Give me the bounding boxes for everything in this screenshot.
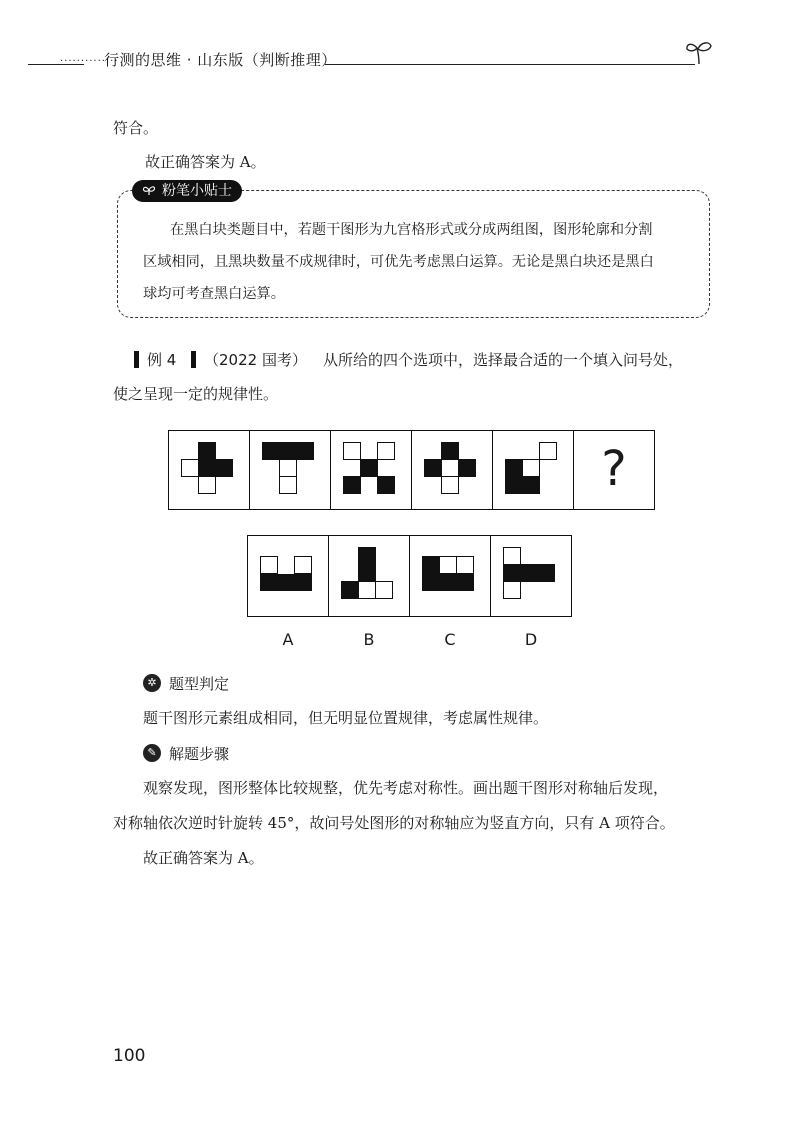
- square-white: [503, 581, 521, 599]
- square-white: [279, 476, 297, 494]
- text-line: 符合。: [113, 119, 159, 137]
- text-line: 对称轴依次逆时针旋转 45°，故问号处图形的对称轴应为竖直方向，只有 A 项符合。: [113, 814, 675, 832]
- square-black: [358, 547, 376, 582]
- tip-line: 球均可考查黑白运算。: [143, 286, 285, 302]
- text-line: 观察发现，图形整体比较规整，优先考虑对称性。画出题干图形对称轴后发现，: [143, 779, 669, 797]
- square-white: [456, 556, 474, 574]
- example-marker-right: [191, 351, 196, 368]
- square-black: [343, 476, 361, 494]
- question-figure-4: [411, 430, 493, 510]
- square-black: [377, 476, 395, 494]
- square-white: [441, 459, 459, 477]
- square-white: [294, 556, 312, 574]
- question-figure-5: [492, 430, 574, 510]
- example-source: （2022 国考）: [204, 351, 307, 369]
- square-black: [215, 459, 233, 477]
- square-black: [279, 442, 297, 460]
- square-black: [503, 564, 555, 582]
- tip-badge: [132, 180, 242, 202]
- square-black: [439, 573, 474, 591]
- square-white: [181, 459, 199, 477]
- square-white: [358, 581, 376, 599]
- square-white: [279, 459, 297, 477]
- question-figure-1: [168, 430, 250, 510]
- text-line: 故正确答案为 A。: [145, 153, 266, 171]
- question-figure-3: [330, 430, 412, 510]
- text-line: 题干图形元素组成相同，但无明显位置规律，考虑属性规律。: [143, 709, 549, 727]
- square-white: [198, 476, 216, 494]
- square-white: [375, 581, 393, 599]
- wrench-icon: ✎: [143, 744, 161, 762]
- example-label: 例 4: [147, 351, 177, 369]
- square-black: [424, 459, 442, 477]
- square-black: [296, 442, 314, 460]
- square-white: [522, 459, 540, 477]
- header-title: 行测的思维 · 山东版（判断推理）: [104, 51, 337, 69]
- example-question: 从所给的四个选项中，选择最合适的一个填入问号处，: [323, 351, 684, 369]
- tip-badge-label: 粉笔小贴士: [162, 183, 232, 199]
- option-figure-a: [247, 535, 329, 617]
- square-black: [505, 459, 523, 477]
- square-black: [198, 442, 216, 460]
- gear-icon: ✲: [143, 674, 161, 692]
- square-black: [262, 442, 280, 460]
- square-white: [343, 442, 361, 460]
- square-black: [198, 459, 216, 477]
- example-question: 使之呈现一定的规律性。: [113, 385, 279, 403]
- square-white: [260, 556, 278, 574]
- option-figure-b: [328, 535, 410, 617]
- square-white: [441, 476, 459, 494]
- question-figure-2: [249, 430, 331, 510]
- text-line: 故正确答案为 A。: [143, 849, 264, 867]
- square-white: [503, 547, 521, 565]
- header-rule-right: [325, 64, 695, 65]
- square-black: [505, 476, 540, 494]
- option-label-b: B: [363, 630, 375, 649]
- option-figure-c: [409, 535, 491, 617]
- tip-line: 在黑白块类题目中，若题干图形为九宫格形式或分成两组图，图形轮廓和分割: [170, 222, 653, 238]
- question-mark: ?: [601, 441, 627, 497]
- square-white: [539, 442, 557, 460]
- question-figure-unknown: [573, 430, 655, 510]
- section-title: 题型判定: [169, 675, 230, 693]
- square-black: [277, 556, 295, 574]
- square-black: [441, 442, 459, 460]
- square-white: [377, 442, 395, 460]
- section-title: 解题步骤: [169, 745, 230, 763]
- sprout-icon: [142, 180, 156, 202]
- option-label-a: A: [282, 630, 294, 649]
- page-number: 100: [113, 1046, 146, 1066]
- square-black: [458, 459, 476, 477]
- option-label-c: C: [444, 630, 456, 649]
- option-figure-d: [490, 535, 572, 617]
- option-label-d: D: [524, 630, 538, 649]
- tip-line: 区域相同，且黑块数量不成规律时，可优先考虑黑白运算。无论是黑白块还是黑白: [143, 254, 654, 270]
- example-marker-left: [134, 351, 139, 368]
- square-white: [439, 556, 457, 574]
- square-black: [422, 556, 440, 591]
- square-black: [260, 573, 312, 591]
- sprout-icon: [683, 38, 715, 66]
- header-dots: ··············: [60, 56, 119, 67]
- square-black: [360, 459, 378, 477]
- square-black: [341, 581, 359, 599]
